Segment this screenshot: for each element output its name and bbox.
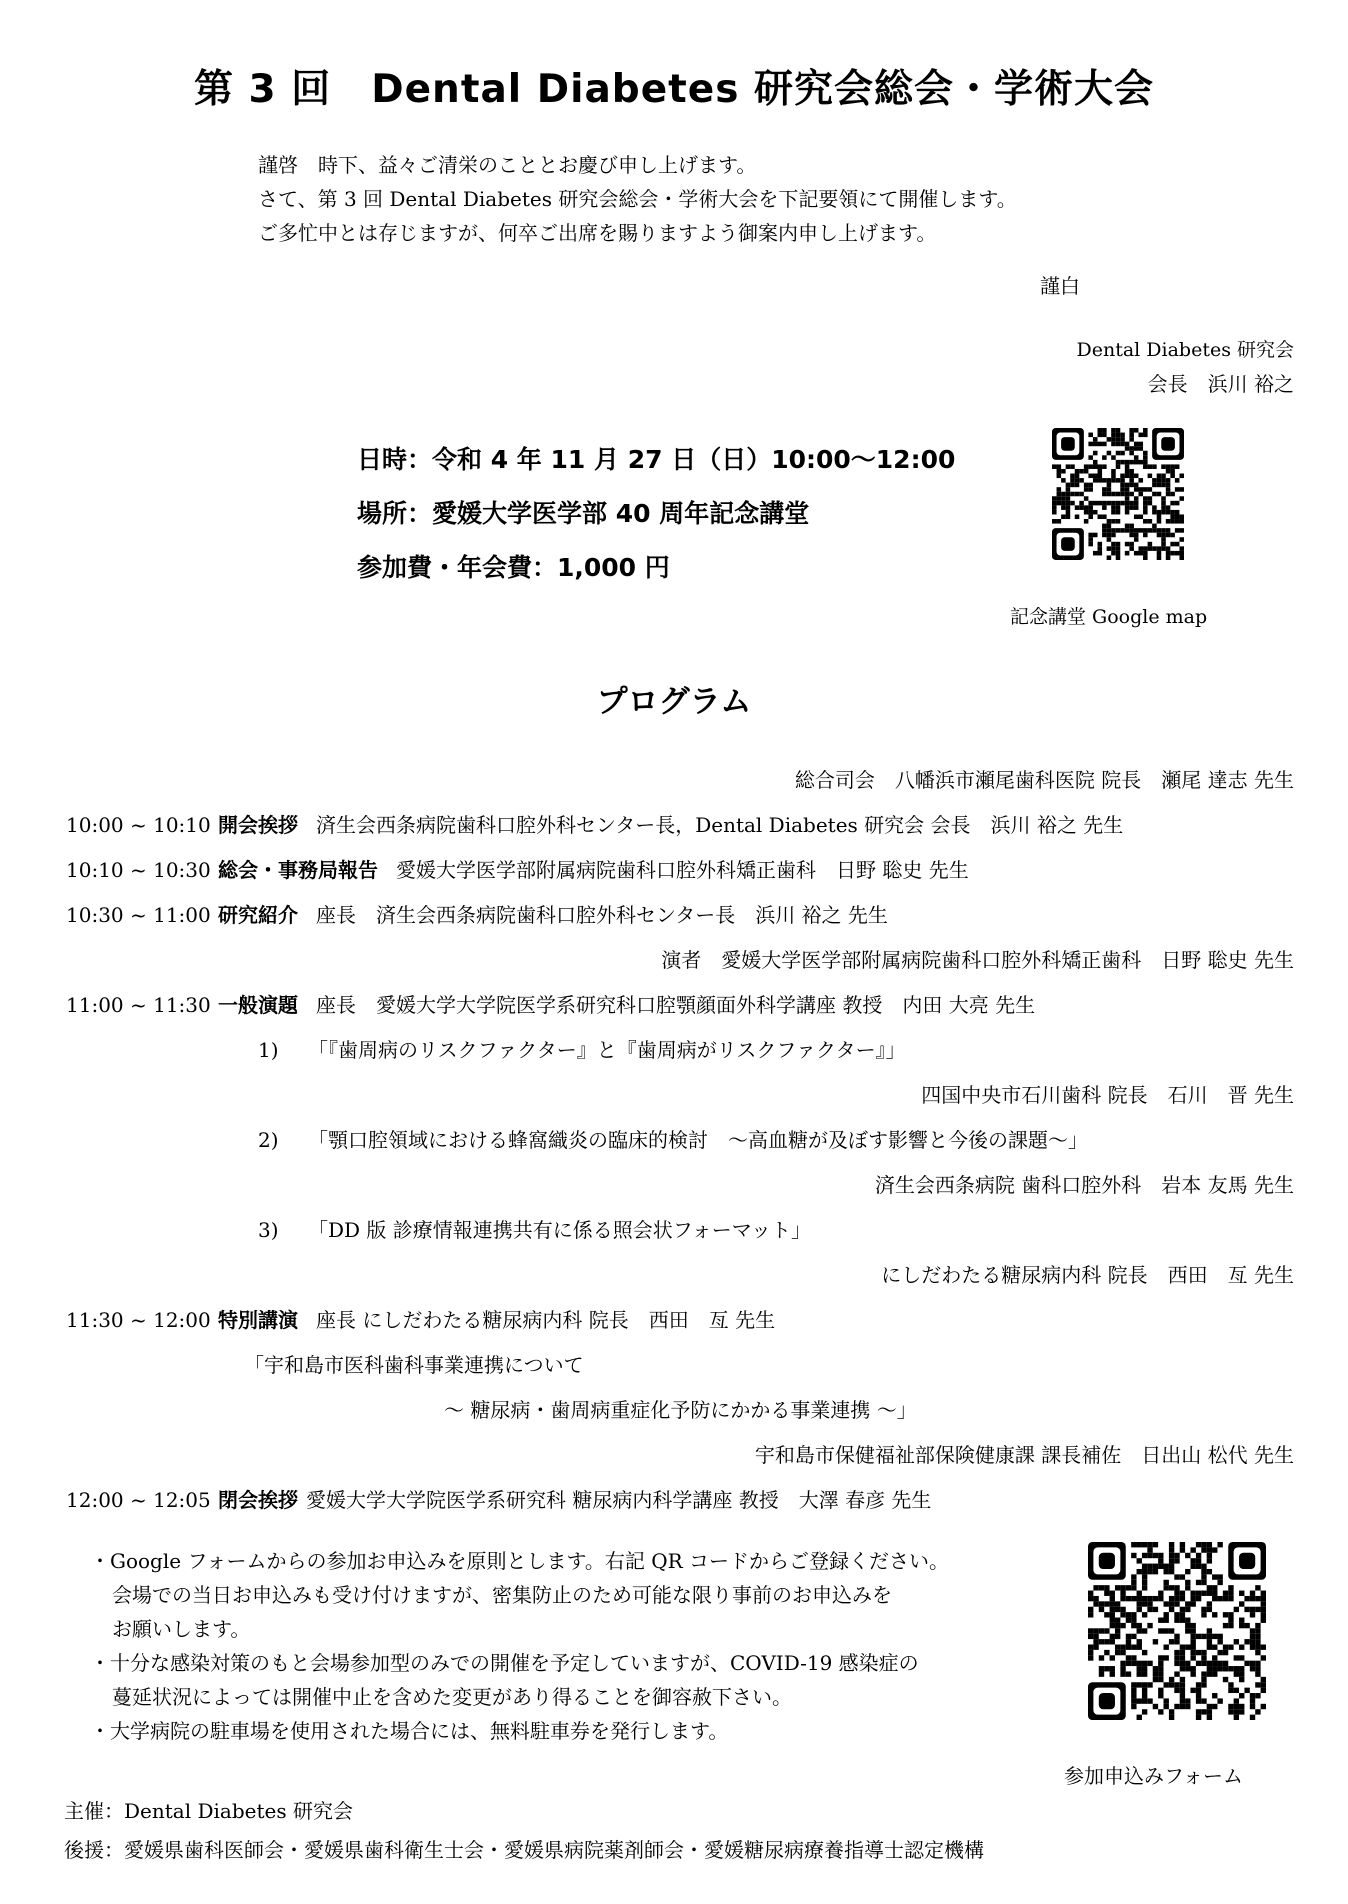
note-line: ・Google フォームからの参加お申込みを原則とします。右記 QR コードからご登録ください。 <box>90 1549 950 1573</box>
talk-title: 「『歯周病のリスクファクター』と『歯周病がリスクファクター』」 <box>308 1038 906 1062</box>
organizer-name: Dental Diabetes 研究会 <box>1076 339 1294 361</box>
form-qr-caption: 参加申込みフォーム <box>1064 1764 1243 1788</box>
lecture-title-2: ～ 糖尿病・歯周病重症化予防にかかる事業連携 ～」 <box>444 1398 917 1422</box>
host: 主催：Dental Diabetes 研究会 <box>64 1799 353 1823</box>
session-closing <box>66 1484 931 1513</box>
note-line: ・大学病院の駐車場を使用された場合には、無料駐車券を発行します。 <box>90 1719 729 1743</box>
program-title: プログラム <box>596 684 752 720</box>
session-text: 座長 愛媛大学大学院医学系研究科口腔顎顔面外科学講座 教授 内田 大亮 先生 <box>316 993 1036 1017</box>
note-line: 会場での当日お申込みも受け付けますが、密集防止のため可能な限り事前のお申込みを <box>112 1583 892 1607</box>
session-text: 座長 済生会西条病院歯科口腔外科センター長 浜川 裕之 先生 <box>316 903 888 927</box>
session-general-meeting <box>66 854 969 883</box>
form-qr-code[interactable] <box>1088 1542 1266 1720</box>
page-title: 第 3 回 Dental Diabetes 研究会総会・学術大会 <box>193 67 1155 112</box>
note-line: 蔓延状況によっては開催中止を含めた変更があり得ることを御容赦下さい。 <box>112 1685 792 1709</box>
talk-number: 3) <box>258 1218 279 1242</box>
session-research <box>66 899 888 928</box>
greeting-line: ご多忙中とは存じますが、何卒ご出席を賜りますよう御案内申し上げます。 <box>258 221 937 245</box>
greeting-line: さて、第 3 回 Dental Diabetes 研究会総会・学術大会を下記要領にて開催します。 <box>258 187 1017 211</box>
session-name: 特別講演 <box>218 1308 298 1332</box>
talk-2-speaker: 済生会西条病院 歯科口腔外科 岩本 友馬 先生 <box>874 1173 1294 1197</box>
talk-1 <box>258 1034 906 1063</box>
talk-title: 「顎口腔領域における蜂窩織炎の臨床的検討 ～高血糖が及ぼす影響と今後の課題～」 <box>308 1128 1088 1152</box>
organizer-block <box>1076 333 1294 401</box>
map-qr-code[interactable] <box>1052 428 1184 560</box>
program-mc: 総合司会 八幡浜市瀬尾歯科医院 院長 瀬尾 達志 先生 <box>794 768 1294 792</box>
session-time: 10:10 ~ 10:30 <box>66 858 211 882</box>
event-venue: 場所：愛媛大学医学部 40 周年記念講堂 <box>357 499 810 528</box>
lecture-speaker: 宇和島市保健福祉部保険健康課 課長補佐 日出山 松代 先生 <box>754 1443 1294 1467</box>
note-line: ・十分な感染対策のもと会場参加型のみでの開催を予定していますが、COVID-19 感染症の <box>90 1651 919 1675</box>
talk-number: 1) <box>258 1038 279 1062</box>
session-time: 11:00 ~ 11:30 <box>66 993 211 1017</box>
note-line: お願いします。 <box>112 1617 251 1641</box>
session-text: 済生会西条病院歯科口腔外科センター長，Dental Diabetes 研究会 会長 浜川 裕之 先生 <box>316 813 1124 837</box>
session-name: 研究紹介 <box>218 903 298 927</box>
session-text: 愛媛大学医学部附属病院歯科口腔外科矯正歯科 日野 聡史 先生 <box>396 858 969 882</box>
session-name: 総会・事務局報告 <box>218 858 378 882</box>
session-name: 一般演題 <box>218 993 298 1017</box>
talk-1-speaker: 四国中央市石川歯科 院長 石川 晋 先生 <box>921 1083 1294 1107</box>
lecture-title-1: 「宇和島市医科歯科事業連携について <box>244 1353 584 1377</box>
talk-title: 「DD 版 診療情報連携共有に係る照会状フォーマット」 <box>308 1218 811 1242</box>
talk-3-speaker: にしだわたる糖尿病内科 院長 西田 亙 先生 <box>881 1263 1294 1287</box>
session-time: 10:30 ~ 11:00 <box>66 903 211 927</box>
organizer-president: 会長 浜川 裕之 <box>1147 372 1294 396</box>
session-opening <box>66 809 1123 838</box>
talk-2 <box>258 1124 1088 1153</box>
greeting-line: 謹啓 時下、益々ご清栄のこととお慶び申し上げます。 <box>258 153 757 177</box>
session-time: 12:00 ~ 12:05 <box>66 1488 211 1512</box>
session-text: 愛媛大学大学院医学系研究科 糖尿病内科学講座 教授 大澤 春彦 先生 <box>306 1488 932 1512</box>
session-general-talks <box>66 989 1035 1018</box>
session-time: 11:30 ~ 12:00 <box>66 1308 211 1332</box>
session-text: 座長 にしだわたる糖尿病内科 院長 西田 亙 先生 <box>316 1308 776 1332</box>
research-speaker: 演者 愛媛大学医学部附属病院歯科口腔外科矯正歯科 日野 聡史 先生 <box>661 948 1294 972</box>
notes <box>90 1544 949 1748</box>
supporters: 後援：愛媛県歯科医師会・愛媛県歯科衛生士会・愛媛県病院薬剤師会・愛媛糖尿病療養指導士認定機構 <box>64 1838 984 1862</box>
session-special-lecture <box>66 1304 775 1333</box>
talk-3 <box>258 1214 811 1243</box>
session-name: 閉会挨拶 <box>218 1488 298 1512</box>
event-fee: 参加費・年会費：1,000 円 <box>357 553 670 582</box>
session-time: 10:00 ~ 10:10 <box>66 813 211 837</box>
session-name: 開会挨拶 <box>218 813 298 837</box>
map-qr-caption: 記念講堂 Google map <box>1010 606 1208 628</box>
greeting <box>258 148 1017 250</box>
closing: 謹白 <box>1040 274 1080 298</box>
talk-number: 2) <box>258 1128 279 1152</box>
event-datetime: 日時：令和 4 年 11 月 27 日（日）10:00～12:00 <box>357 445 956 474</box>
